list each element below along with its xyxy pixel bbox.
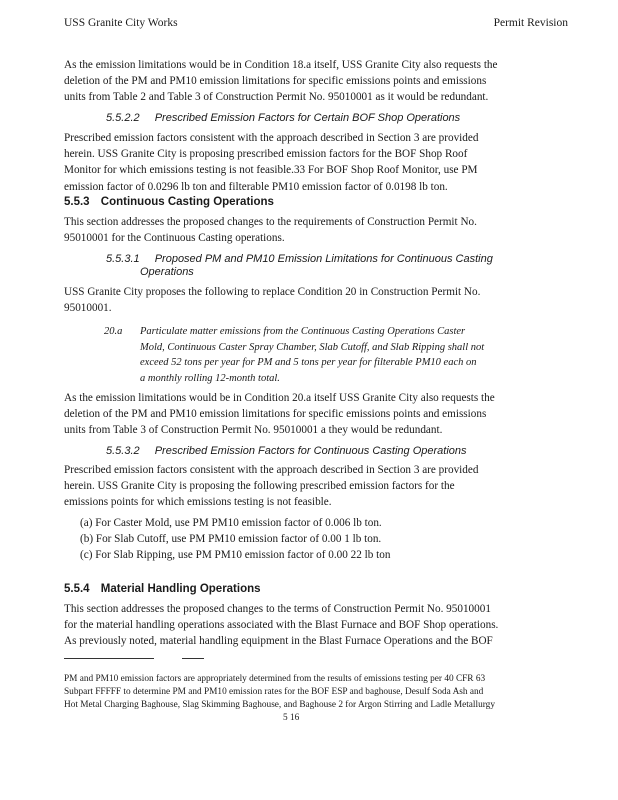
section-title-line-1: Proposed PM and PM10 Emission Limitations for Continuous Casting [154, 253, 493, 265]
paragraph-7 [64, 601, 564, 650]
paragraph-3 [64, 214, 564, 246]
text-line: Prescribed emission factors consistent with the approach described in Section 3 are provided [64, 464, 479, 476]
text-line: Particulate matter emissions from the Continuous Casting Operations Caster [140, 326, 466, 337]
text-line: 95010001 for the Continuous Casting operations. [64, 232, 285, 245]
text-line: As the emission limitations would be in Condition 18.a itself, USS Granite City also requests the [64, 59, 498, 71]
header-left: USS Granite City Works [64, 17, 178, 29]
text-line: This section addresses the proposed changes to the terms of Construction Permit No. 95010001 [64, 603, 491, 615]
section-title: Prescribed Emission Factors for Certain BOF Shop Operations [154, 112, 461, 124]
text-line: for the material handling operations associated with the Blast Furnace and BOF Shop operations. [64, 619, 499, 632]
list-item: (b) For Slab Cutoff, use PM PM10 emission factor of 0.00 1 lb ton. [80, 533, 382, 546]
paragraph-1 [64, 57, 564, 106]
text-line: deletion of the PM and PM10 emission limitations for specific emissions points and emissions [64, 408, 487, 421]
heading-5-5-3-1 [106, 253, 566, 278]
text-line: As the emission limitations would be in Condition 20.a itself USS Granite City also requests the [64, 392, 495, 404]
text-line: USS Granite City proposes the following to replace Condition 20 in Construction Permit No. [64, 286, 481, 298]
text-line: a monthly rolling 12-month total. [140, 372, 280, 384]
section-number: 5.5.3 [64, 196, 90, 208]
text-line: herein. USS Granite City is proposing prescribed emission factors for the BOF Shop Roof [64, 148, 468, 161]
text-line: herein. USS Granite City is proposing the following prescribed emission factors for the [64, 480, 455, 493]
text-line: deletion of the PM and PM10 emission limitations for specific emissions points and emissions [64, 75, 487, 88]
footnote-separator [64, 658, 154, 659]
heading-5-5-4 [64, 583, 261, 595]
text-line: 95010001. [64, 302, 112, 315]
section-title: Continuous Casting Operations [100, 196, 274, 208]
section-number: 5.5.2.2 [106, 112, 140, 124]
text-line: Mold, Continuous Caster Spray Chamber, Slab Cutoff, and Slab Ripping shall not [140, 341, 485, 353]
list-item: (a) For Caster Mold, use PM PM10 emission factor of 0.006 lb ton. [80, 517, 382, 529]
section-title: Prescribed Emission Factors for Continuous Casting Operations [154, 445, 467, 457]
heading-5-5-3-2 [106, 445, 467, 457]
condition-text [140, 324, 570, 386]
section-number: 5.5.4 [64, 583, 90, 595]
text-line: Monitor for which emissions testing is not feasible.33 For BOF Shop Roof Monitor, use PM [64, 164, 478, 177]
heading-5-5-3 [64, 196, 274, 208]
paragraph-6 [64, 462, 564, 511]
footnote-separator-short [182, 658, 204, 659]
emission-factor-list [80, 515, 550, 564]
text-line: units from Table 2 and Table 3 of Construction Permit No. 95010001 as it would be redundant. [64, 91, 489, 104]
section-title-line-2: Operations [140, 266, 194, 278]
text-line: Hot Metal Charging Baghouse, Slag Skimming Baghouse, and Baghouse 2 for Argon Stirring and Ladle Metallurgy [64, 700, 495, 710]
text-line: emission factor of 0.0296 lb ton and filterable PM10 emission factor of 0.0198 lb ton. [64, 180, 448, 193]
paragraph-4 [64, 284, 564, 316]
text-line: PM and PM10 emission factors are appropriately determined from the results of emissions testing per 40 CFR 63 [64, 674, 486, 684]
text-line: This section addresses the proposed changes to the requirements of Construction Permit No. [64, 216, 477, 228]
paragraph-5 [64, 390, 564, 439]
text-line: units from Table 3 of Construction Permit No. 95010001 a they would be redundant. [64, 424, 443, 437]
section-number: 5.5.3.2 [106, 445, 140, 457]
text-line: Prescribed emission factors consistent with the approach described in Section 3 are provided [64, 132, 479, 144]
text-line: emissions points for which emissions testing is not feasible. [64, 496, 332, 509]
page-number: 5 16 [283, 713, 300, 723]
condition-label: 20.a [104, 326, 123, 337]
section-title: Material Handling Operations [100, 583, 261, 595]
paragraph-2 [64, 130, 564, 195]
header-right: Permit Revision [493, 17, 568, 29]
text-line: exceed 52 tons per year for PM and 5 tons per year for filterable PM10 each on [140, 357, 477, 368]
section-number: 5.5.3.1 [106, 253, 140, 265]
footnote [64, 673, 584, 712]
list-item: (c) For Slab Ripping, use PM PM10 emission factor of 0.00 22 lb ton [80, 549, 391, 562]
text-line: Subpart FFFFF to determine PM and PM10 emission rates for the BOF ESP and baghouse, Desulf Soda Ash and [64, 687, 484, 697]
text-line: As previously noted, material handling equipment in the Blast Furnace Operations and the BOF [64, 635, 493, 648]
heading-5-5-2-2 [106, 112, 460, 124]
